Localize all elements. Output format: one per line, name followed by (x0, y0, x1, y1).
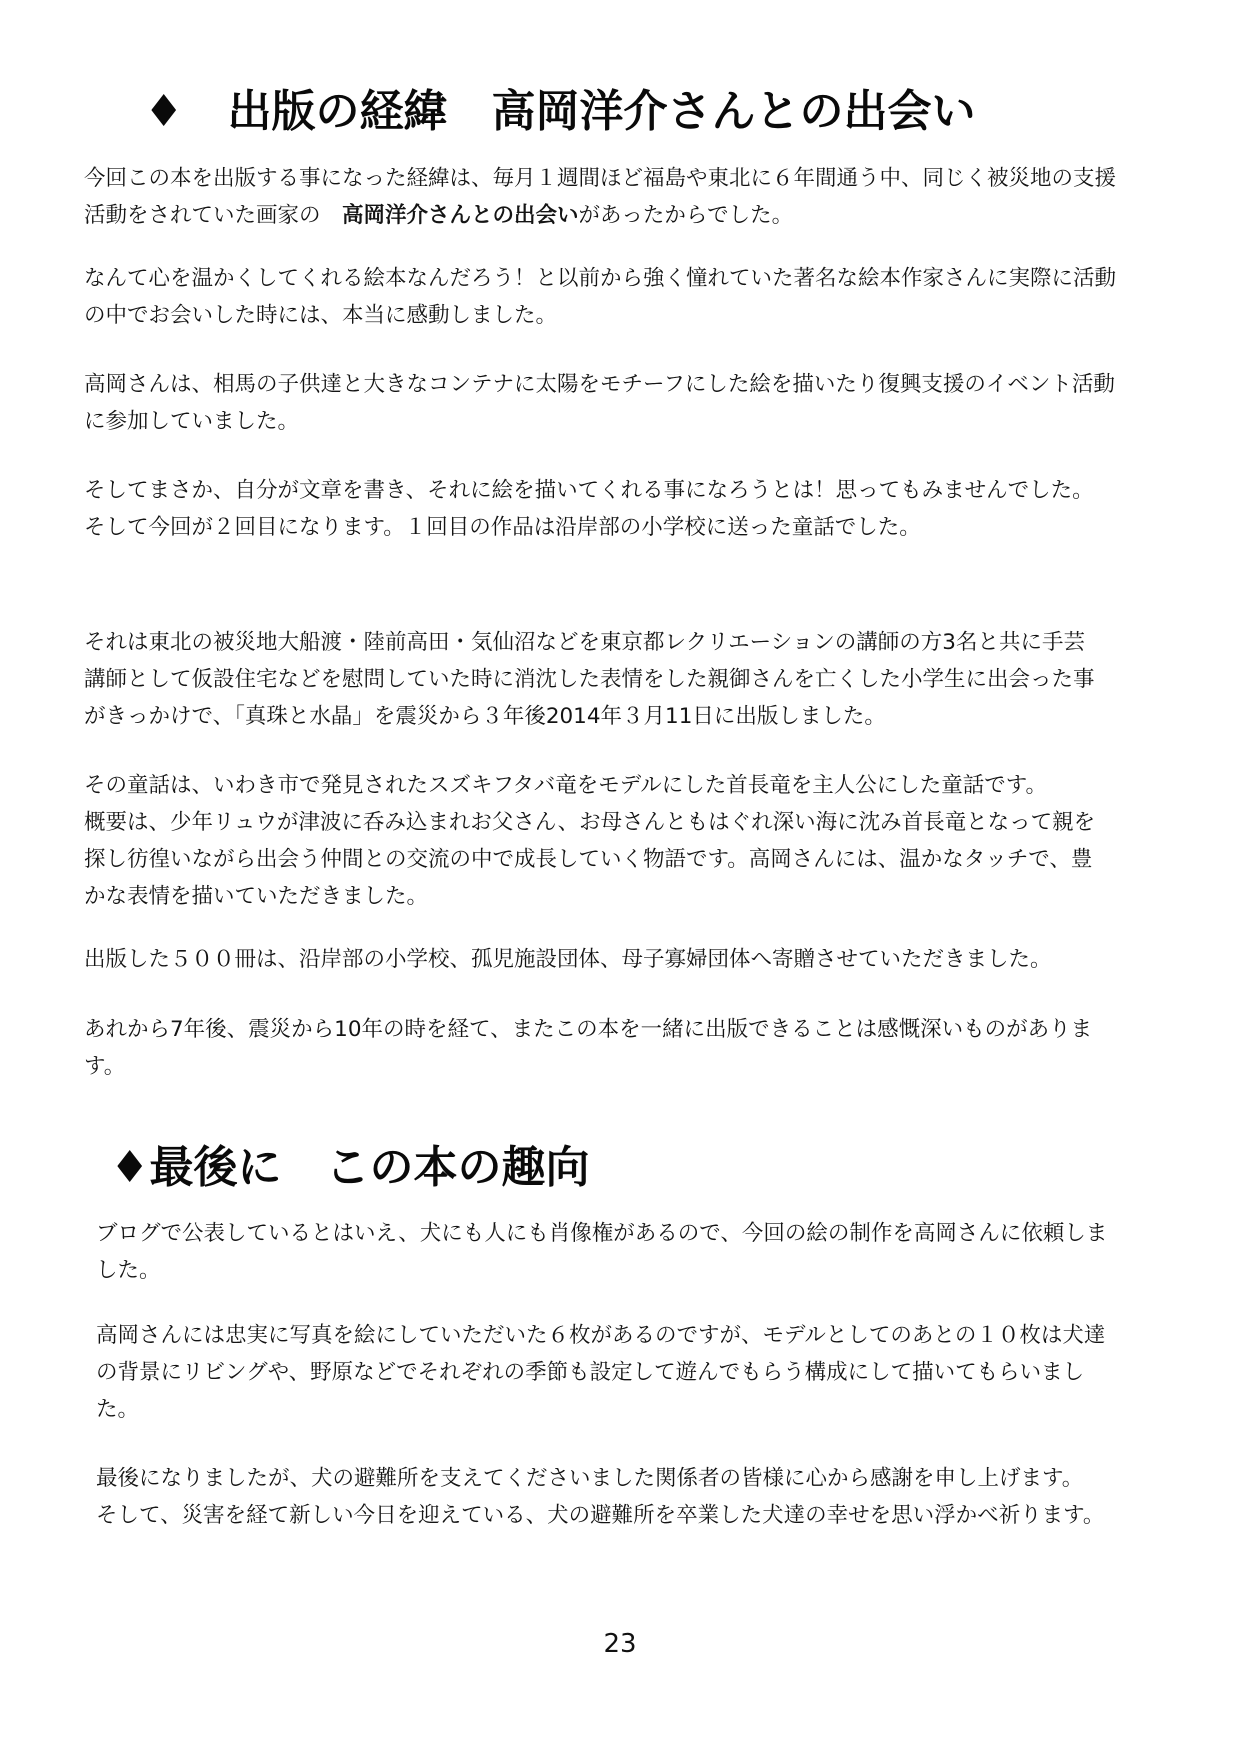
paragraph-gratitude: 最後になりましたが、犬の避難所を支えてくださいました関係者の皆様に心から感謝を申し上げます。 そして、災害を経て新しい今日を迎えている、犬の避難所を卒業した犬達の幸せを思い浮かべ祈ります。 (96, 1466, 1105, 1528)
paragraph-donation: 出版した５００冊は、沿岸部の小学校、孤児施設団体、母子寡婦団体へ寄贈させていただきました。 (84, 947, 1052, 972)
paragraph-story-summary: その童話は、いわき市で発見されたスズキフタバ竜をモデルにした首長竜を主人公にした童話です。 概要は、少年リュウが津波に呑み込まれお父さん、お母さんともはぐれ深い海に沈み首長竜となって親を 探し彷徨いながら出会う仲間との交流の中で成長していく物語です。高岡さんには、温かなタッチで、豊 かな表情を描いていただきました。 (84, 773, 1096, 909)
paragraph-seven-years-later: あれから7年後、震災から10年の時を経て、またこの本を一緒に出版できることは感慨深いものがありま す。 (84, 1017, 1093, 1079)
paragraph-text: があったからでした。 (578, 203, 794, 228)
page-number: 23 (603, 1629, 637, 1659)
emphasis-meeting-takaoka: 高岡洋介さんとの出会い (342, 203, 579, 228)
paragraph-second-work: そしてまさか、自分が文章を書き、それに絵を描いてくれる事になろうとは！思ってもみませんでした。 そして今回が２回目になります。１回目の作品は沿岸部の小学校に送った童話でした。 (84, 478, 1094, 540)
section-heading-book-concept: ♦最後に この本の趣向 (110, 1142, 590, 1193)
paragraph-meeting-author: なんて心を温かくしてくれる絵本なんだろう！と以前から強く憧れていた著名な絵本作家さんに実際に活動 の中でお会いした時には、本当に感動しました。 (84, 266, 1117, 328)
paragraph-text: 今回この本を出版する事になった経緯は、毎月１週間ほど福島や東北に６年間通う中、同じく被災地の支援 活動をされていた画家の (84, 166, 1117, 228)
paragraph-publishing-reason (84, 160, 1194, 234)
paragraph-illustrations: 高岡さんには忠実に写真を絵にしていただいた６枚があるのですが、モデルとしてのあとの１０枚は犬達 の背景にリビングや、野原などでそれぞれの季節も設定して遊んでもらう構成にして描いてもらいまし た。 (96, 1323, 1106, 1422)
paragraph-portrait-rights: ブログで公表しているとはいえ、犬にも人にも肖像権があるので、今回の絵の制作を高岡さんに依頼しま した。 (96, 1221, 1108, 1283)
section-heading-publishing-background: ♦ 出版の経緯 高岡洋介さんとの出会い (144, 86, 976, 137)
paragraph-takaoka-activities: 高岡さんは、相馬の子供達と大きなコンテナに太陽をモチーフにした絵を描いたり復興支援のイベント活動 に参加していました。 (84, 372, 1115, 434)
paragraph-first-book: それは東北の被災地大船渡・陸前高田・気仙沼などを東京都レクリエーションの講師の方3名と共に手芸 講師として仮設住宅などを慰問していた時に消沈した表情をした親御さんを亡くした小学生に出会った事 がきっかけで、「真珠と水晶」を震災から３年後2014年３月11日に出版しました。 (84, 630, 1095, 729)
